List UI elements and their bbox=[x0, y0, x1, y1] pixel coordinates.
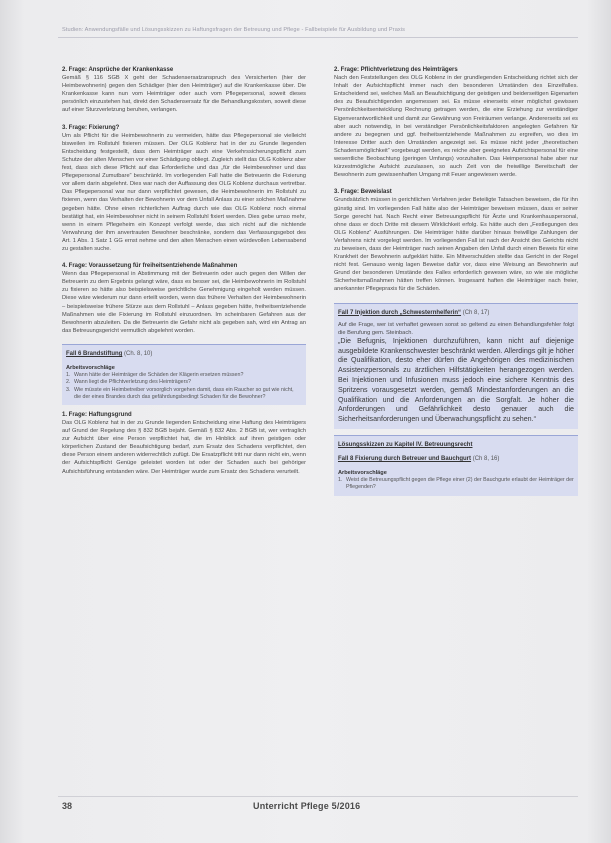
question-item bbox=[66, 372, 302, 379]
case-title-text: Fall 6 Brandstiftung bbox=[66, 350, 123, 357]
section-heading: 2. Frage: Pflichtverletzung des Heimträgers bbox=[334, 67, 458, 73]
case-quote: „Die Befugnis, Injektionen durchzuführen, kann nicht auf diejenige ausgebildete Krankenschwester beschränkt werden. Allerdings gilt je höher die Qualifikation, desto eher dürfen die Angehörigen des medizinischen Assistenzpersonals zu ärztlichen Hilfstätigkeiten herangezogen werden. Bei Injektionen und Infusionen muss jedoch eine sichere Kenntnis des Spritzens vorausgesetzt werden, gemäß Mindestanforderungen an die Qualifikation und die Anforderungen an die Sorgfalt. Je höher die Anforderungen und Gefährlichkeit desto genauer auch die Sicherheitsanforderungen und Überwachungspflicht zu sehen.“ bbox=[338, 336, 574, 424]
section-haftungsgrund bbox=[62, 411, 306, 476]
section-voraussetzung bbox=[62, 262, 306, 335]
solutions-box bbox=[334, 435, 578, 496]
question-item bbox=[338, 477, 574, 491]
section-heading: 3. Frage: Beweislast bbox=[334, 189, 392, 196]
section-beweislast bbox=[334, 188, 578, 293]
section-heading: 4. Frage: Voraussetzung für freiheitsentziehende Maßnahmen bbox=[62, 263, 238, 270]
question-number: 1. bbox=[66, 372, 71, 379]
running-header: Studien: Anwendungsfälle und Lösungsskizzen zu Haftungsfragen der Betreuung und Pflege - Fallbeispiele für Ausbildung und Praxis bbox=[62, 27, 406, 33]
question-number: 1. bbox=[338, 477, 343, 484]
case-title bbox=[338, 455, 499, 463]
question-number: 2. bbox=[66, 379, 71, 386]
section-text: Wenn das Pflegepersonal in Abstimmung mit der Betreuerin oder auch gegen den Willen der Betreuerin zu dem Ergebnis gelangt wäre, dass es besser sei, die Heimbewohnerin im Rollstuhl zu fixieren so hätte also beispielsweise gerichtliche Genehmigung eingeholt werden müssen. Diese wäre wiederum nur dann erteilt worden, wenn das frühere Verhalten der Heimbewohnerin – beispielsweise frühere Stürze aus dem Rollstuhl – Anlass gegeben hätte, freiheitsentziehende Maßnahmen wie die Fixierung im Rollstuhl einzuordnen. Im scheinbaren Gefahren aus der Bewohnerin abzuleiten. Da die Betreuerin die Gefahr nicht als gegeben sah, wird ein Antrag an das Betreuungsgericht vermutlich abgelehnt worden. bbox=[62, 271, 306, 334]
right-column bbox=[334, 66, 578, 502]
question-text: Wann hätte der Heimträger die Schäden der Klägerin ersetzen müssen? bbox=[74, 372, 244, 379]
case-reference: (Ch. 8, 10) bbox=[124, 350, 153, 357]
header-rule bbox=[58, 37, 578, 38]
case-title bbox=[338, 309, 489, 317]
case-box-injektion bbox=[334, 303, 578, 429]
question-number: 3. bbox=[66, 386, 71, 393]
case-box-brandstiftung bbox=[62, 344, 306, 405]
section-heading: 1. Frage: Haftungsgrund bbox=[62, 411, 132, 418]
section-text: Gemäß § 116 SGB X geht der Schadensersatzanspruch des Versicherten (hier der Heimbewohnerin) gegen den Schädiger (hier den Heimträger) auf die Krankenkasse über. Die Krankenkasse kann nun vom Heimträger oder auch vom Pflegepersonal, soweit dieses persönlich einzustehen hat, direkt den Schadensersatz für die Behandlungskosten, soweit diese auf einer Sturzverletzung beruhen, verlangen. bbox=[62, 75, 306, 114]
section-text: Nach den Feststellungen des OLG Koblenz in der grundlegenden Entscheidung richtet sich der Inhalt der Aufsichtspflicht immer nach den besonderen Umständen des Einzelfalles. Entscheidend sei, welches Maß an Beaufsichtigung der geistigen und beiderseitigen Eigenarten des zu Beaufsichtigenden angemessen sei. Es müsse einerseits einer möglichst gewissen Persönlichkeitsentwicklung Rechnung getragen werden, die eine Erziehung zur verständiger Eigenverantwortlichkeit und damit zur Gewährung von Freiräumen verlange. Andererseits sei es aber auch notwendig, in bei verständiger Persönlichkeitsfaktoren angelegten Gefahren für andere zu begegnen und ggf. freiheitsentziehende Maßnahmen zu ergreifen, wo dies im Interesse Dritter auch den Umständen angezeigt sei. Es müsse nicht jeder „theoretischen Schadensmöglichkeit“ vorgebeugt werden, es reiche aber geeignetes Aufsichtspersonal für eine wesentliche Beobachtung (geringen Umfangs) vorzuhalten. Das Heimpersonal habe aber nur kürzestmögliche Aufsicht zuzulassen, so auch Zeit von die freiwillige Bereitschaft der Bewohnerin zum gewissenhaften Umgang mit Feuer angewiesen werde. bbox=[334, 75, 578, 179]
question-text: Wie müsste ein Heimbetreiber vorsorglich vorgehen damit, dass ein Raucher so gut wie nicht, die der eines Brandes durch das gefährdungsbedingt Schaden für die Bewohner? bbox=[74, 386, 294, 400]
section-heading: 2. Frage: Ansprüche der Krankenkasse bbox=[62, 67, 174, 73]
question-item bbox=[66, 379, 302, 386]
question-text: Weist die Betreuungspflicht gegen die Pflege einer (2) der Bauchgurte erlaubt der Heimträger der Pflegenden? bbox=[346, 477, 574, 491]
case-title-text: Fall 7 Injektion durch „Schwesternhelferin“ bbox=[338, 309, 462, 316]
section-krankenkasse bbox=[62, 66, 306, 115]
section-text: Das OLG Koblenz hat in der zu Grunde liegenden Entscheidung eine Haftung des Heimträgers auf Grund der Regelung des § 832 BGB bejaht. Gemäß § 832 Abs. 2 BGB ist, wer vertraglich zur Aufsicht über eine Person verpflichtet hat, die im Hinblick auf ihren geistigen oder körperlichen Zustand der Beaufsichtigung bedarf, zum Ersatz des Schadens verpflichtet, den diese Person einem anderen widerrechtlich zufügt. Die Ersatzpflicht tritt nur dann nicht ein, wenn der Aufsichtspflicht Genüge geleistet worden ist oder der Schaden auch bei gehöriger Aufsichtsführung entstanden wäre. Der Heimträger wurde zum Ersatz des Schadens verurteilt. bbox=[62, 420, 306, 475]
section-text: Grundsätzlich müssen in gerichtlichen Verfahren jeder Beteiligte Tatsachen beweisen, die für ihn günstig sind. Im vorliegenden Fall hätte also der Heimträger beweisen müssen, dass er seiner Sorge gerecht hat. Nach Recht einer Betreuungspflicht für Ärzte und Krankenhauspersonal, ohne dass er doch Dritte mit diesem Wirklichkeit erfolg. Es hätte auch den „Festlegungen des OLG Koblenz“ Ausführungen. Die Heimträger hätte darüber hinaus freiwillige Zahlungen der Verfahrens nicht vorgelegt werden. Im vorliegenden Fall ist nach der Ansicht des Gerichts nicht zu beweisen, dass der Heimträger nach seinen Angaben den Unfall durch einen Beweis für eine Krankheit der Bewohnerin aufgeklärt hätte. Ein Mitverschulden stellte das Gericht in der Regel nicht fest. Genauso wenig lagen Beweise dafür vor, dass eine Weisung an Bewohnerin auf Grund der besonderen Umstände des Falles erforderlich gewesen wäre, so wie sie mögliche Sicherheitsmaßnahmen hätten treffen können. Insgesamt haften die Heimträger nach freier, anerkannter Pflegepraxis für die Schäden. bbox=[334, 197, 578, 293]
solutions-title-text: Lösungsskizzen zu Kapitel IV. Betreuungsrecht bbox=[338, 441, 473, 448]
page-number: 38 bbox=[62, 801, 73, 811]
case-title bbox=[66, 350, 152, 358]
question-text: Wann liegt die Pflichtverletzung des Heimträgers? bbox=[74, 379, 191, 386]
section-fixierung bbox=[62, 124, 306, 254]
section-pflichtverletzung bbox=[334, 66, 578, 179]
question-item bbox=[66, 387, 302, 401]
case-intro: Auf die Frage, wer ist verhaftet gewesen sonst so geltend zu einen Behandlungsfehler folgt die Berufung gem. Steinbach. bbox=[338, 321, 574, 336]
questions-label: Arbeitsvorschläge bbox=[338, 470, 387, 477]
section-heading: 3. Frage: Fixierung? bbox=[62, 124, 120, 131]
journal-title: Unterricht Pflege 5/2016 bbox=[253, 801, 361, 811]
left-column bbox=[62, 66, 306, 485]
section-text: Um als Pflicht für die Heimbewohnerin zu vermeiden, hätte das Pflegepersonal sie vielleicht bisweilen im Rollstuhl fixieren müssen. Der OLG Koblenz hat in der zu Grunde liegenden Entscheidung festgestellt, dass dem Heimträger auch eine Verkehrssicherungspflicht zum Schutze der alten Menschen vor einer Schädigung obliegt. Zugleich stellt das OLG Koblenz aber fest, dass sich diese Pflicht auf das Erforderliche und das „für die Heimbewohner und das Pflegepersonal Zumutbare“ beschränkt. Im vorliegenden Fall hatte die Betreuerin die Fixierung vor allem darin abgelehnt. Dies war nach der Auffassung des OLG Koblenz durchaus vertretbar. Das Pflegepersonal war nur dann verpflichtet gewesen, die Heimbewohnerin im Rollstuhl zu fixieren, wenn das Verhalten der Bewohnerin vor dem Unfall Anlass zu einer solchen Maßnahme gegeben hätte. Ohne einen richterlichen Auftrag durch wie das OLG Koblenz noch einmal bestätigt hat, ein Heimbewohner nicht in seinem Rollstuhl fixiert werden. Dies gebe umso mehr, wenn in einem Pflegeheim ein Konzept verfolgt werde, das sich nicht auf die nichtende Verwahrung der ihm anvertrauten Bewohner beschränke, sondern das Verfassungsgebot des Art. 1 Abs. 1 Satz 1 GG ernst nehme und den alten Menschen einen würdevollen Lebensabend zu gestalten suche. bbox=[62, 132, 306, 252]
case-title-text: Fall 8 Fixierung durch Betreuer und Bauchgurt bbox=[338, 456, 472, 463]
questions-label: Arbeitsvorschläge bbox=[66, 365, 115, 371]
solutions-title bbox=[338, 441, 472, 449]
case-reference: (Ch 8, 16) bbox=[472, 456, 500, 463]
footer-rule bbox=[58, 796, 578, 797]
case-reference: (Ch 8, 17) bbox=[462, 309, 490, 316]
